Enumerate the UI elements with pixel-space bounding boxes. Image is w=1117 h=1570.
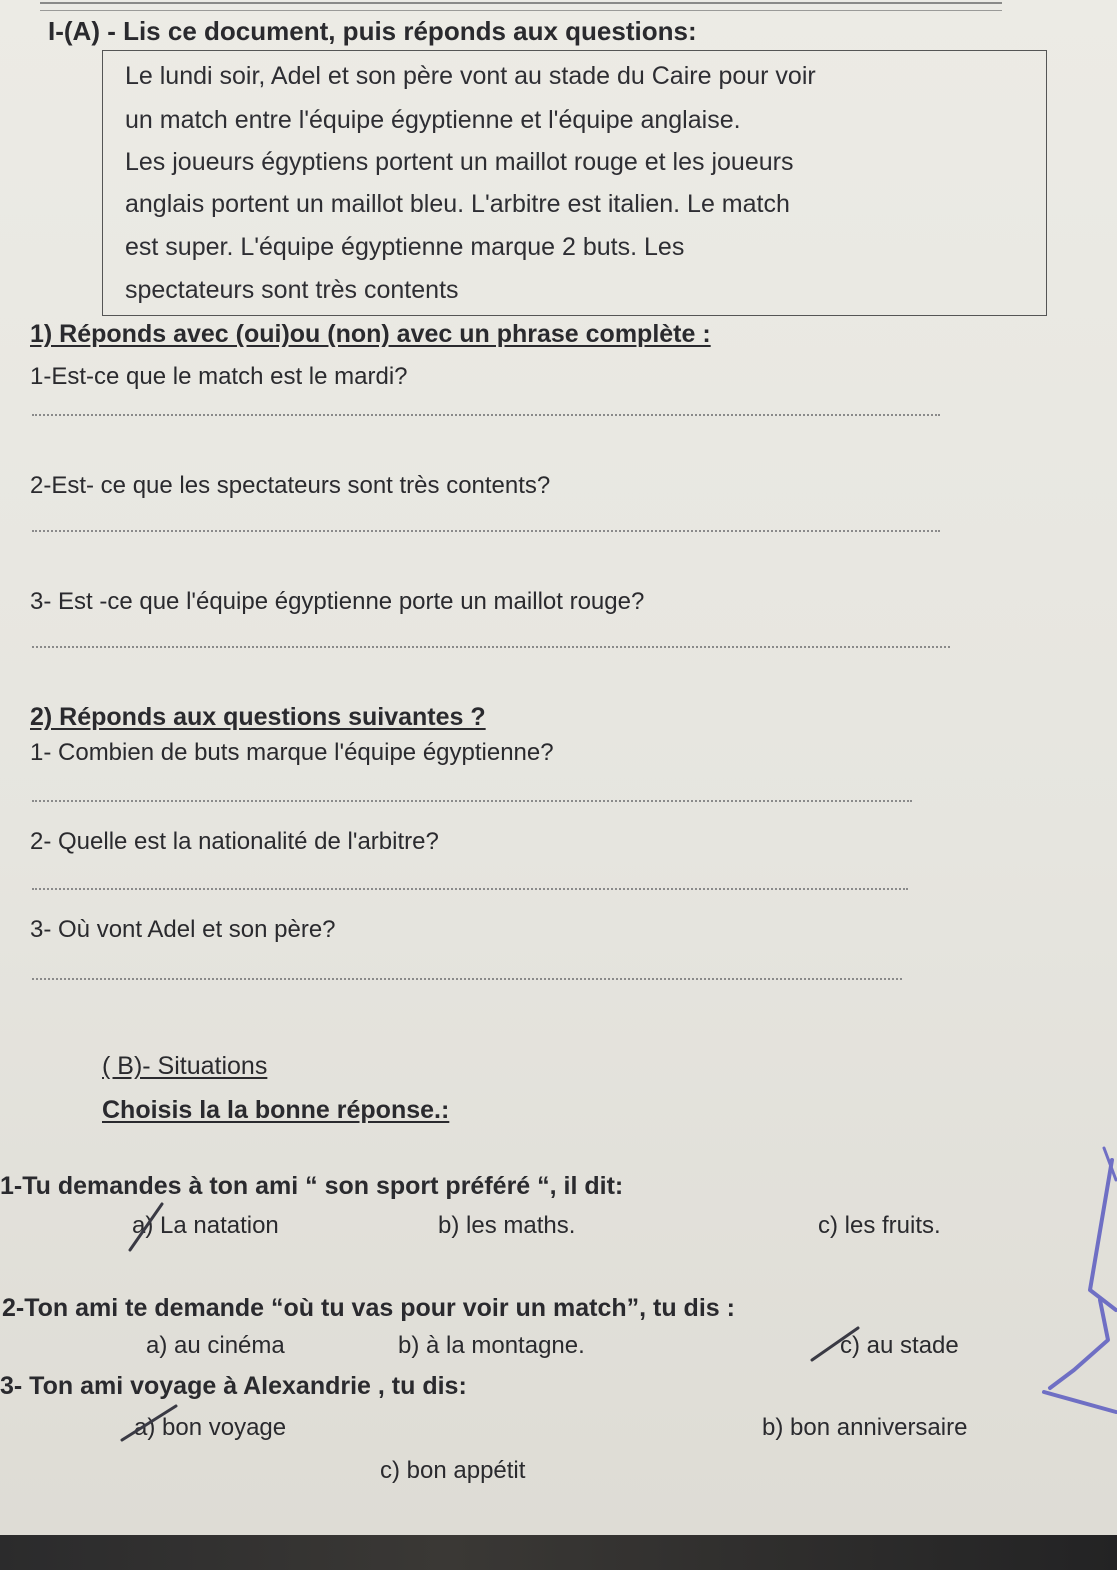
passage-line: spectateurs sont très contents: [125, 276, 459, 304]
part2-question: 1- Combien de buts marque l'équipe égyptienne?: [30, 739, 554, 766]
answer-line[interactable]: [32, 646, 950, 648]
option-a[interactable]: a) bon voyage: [134, 1414, 287, 1441]
part2-question: 3- Où vont Adel et son père?: [30, 916, 336, 943]
passage-line: un match entre l'équipe égyptienne et l'équipe anglaise.: [125, 106, 741, 134]
part1-question: 2-Est- ce que les spectateurs sont très contents?: [30, 472, 551, 499]
part2-question: 2- Quelle est la nationalité de l'arbitre?: [30, 828, 439, 855]
situation-question: 2-Ton ami te demande “où tu vas pour voir un match”, tu dis :: [2, 1294, 735, 1322]
pen-stroke-mark: [122, 1198, 172, 1258]
answer-line[interactable]: [32, 978, 902, 980]
option-c[interactable]: c) au stade: [840, 1332, 959, 1359]
part1-title: 1) Réponds avec (oui)ou (non) avec un phrase complète :: [30, 320, 711, 348]
option-a[interactable]: a) La natation: [132, 1212, 279, 1239]
part1-question: 3- Est -ce que l'équipe égyptienne porte un maillot rouge?: [30, 588, 645, 615]
answer-line[interactable]: [32, 530, 940, 532]
option-b[interactable]: b) les maths.: [438, 1212, 576, 1239]
passage-line: Les joueurs égyptiens portent un maillot rouge et les joueurs: [125, 148, 794, 176]
section-a-heading: I-(A) - Lis ce document, puis réponds aux questions:: [48, 16, 697, 46]
option-b[interactable]: b) à la montagne.: [398, 1332, 585, 1359]
answer-line[interactable]: [32, 800, 912, 802]
pen-stroke-mark: [116, 1398, 186, 1448]
option-b[interactable]: b) bon anniversaire: [762, 1414, 968, 1441]
reading-passage-box: [102, 50, 1047, 316]
answer-line[interactable]: [32, 888, 908, 890]
passage-line: Le lundi soir, Adel et son père vont au stade du Caire pour voir: [125, 62, 816, 90]
passage-line: anglais portent un maillot bleu. L'arbitre est italien. Le match: [125, 190, 790, 218]
option-a[interactable]: a) au cinéma: [146, 1332, 285, 1359]
part2-title: 2) Réponds aux questions suivantes ?: [30, 703, 486, 731]
passage-line: est super. L'équipe égyptienne marque 2 buts. Les: [125, 233, 685, 261]
situation-question: 1-Tu demandes à ton ami “ son sport préféré “, il dit:: [0, 1172, 624, 1200]
option-c[interactable]: c) les fruits.: [818, 1212, 941, 1239]
part-b-instruction: Choisis la la bonne réponse.:: [102, 1096, 450, 1124]
pen-stroke-mark: [808, 1318, 868, 1368]
answer-line[interactable]: [32, 414, 940, 416]
option-c[interactable]: c) bon appétit: [380, 1457, 526, 1484]
header-rule-top: [40, 2, 1002, 4]
situation-question: 3- Ton ami voyage à Alexandrie , tu dis:: [0, 1372, 467, 1400]
desk-background-strip: [0, 1535, 1117, 1570]
part-b-title: ( B)- Situations: [102, 1052, 268, 1080]
header-rule-bottom: [40, 10, 1002, 11]
blue-marker-annotation: [1030, 1140, 1117, 1430]
part1-question: 1-Est-ce que le match est le mardi?: [30, 363, 408, 390]
